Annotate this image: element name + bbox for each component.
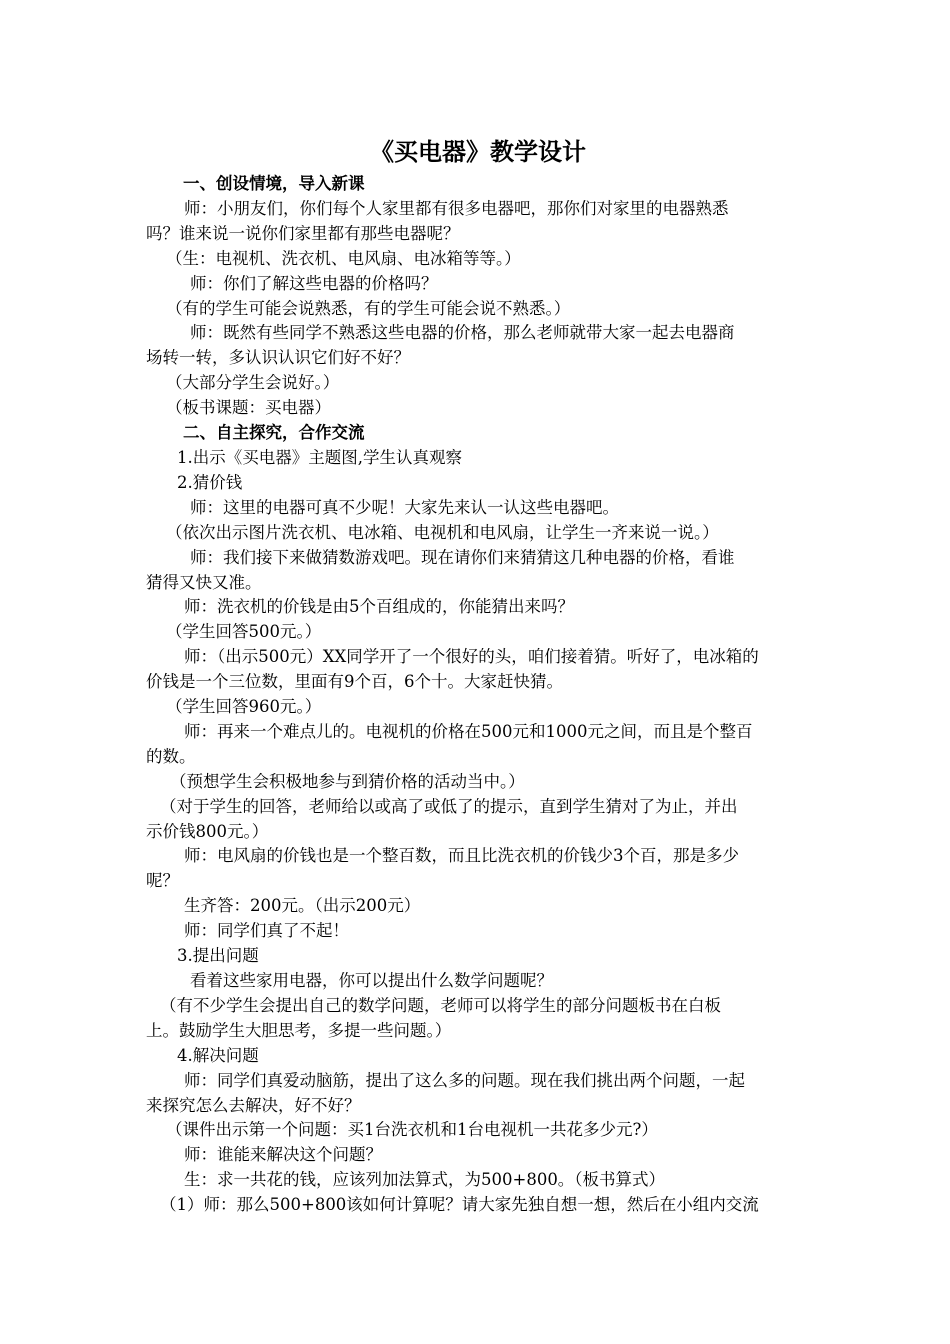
text-line: 师：我们接下来做猜数游戏吧。现在请你们来猜猜这几种电器的价格，看谁: [190, 547, 735, 567]
text-line: 师：洗衣机的价钱是由5个百组成的，你能猜出来吗？: [184, 597, 574, 617]
text-line: （有的学生可能会说熟悉，有的学生可能会说不熟悉。）: [166, 298, 571, 318]
text-line: 示价钱800元。）: [146, 821, 269, 841]
text-line: 师：小朋友们，你们每个人家里都有很多电器吧，那你们对家里的电器熟悉: [184, 198, 729, 218]
text-line: 2.猜价钱: [177, 472, 243, 492]
text-line: 师：同学们真爱动脑筋，提出了这么多的问题。现在我们挑出两个问题，一起: [184, 1070, 745, 1090]
text-line: （学生回答960元。）: [166, 697, 322, 717]
text-line: 猜得又快又准。: [146, 572, 262, 592]
text-line: （学生回答500元。）: [166, 622, 322, 642]
text-line: （1）师：那么500+800该如何计算呢？请大家先独自想一想，然后在小组内交流: [160, 1195, 759, 1215]
text-line: 师：电风扇的价钱也是一个整百数，而且比洗衣机的价钱少3个百，那是多少: [184, 846, 739, 866]
text-line: （有不少学生会提出自己的数学问题，老师可以将学生的部分问题板书在白板: [160, 995, 721, 1015]
document-page: [146, 136, 810, 1218]
text-line: 1.出示《买电器》主题图,学生认真观察: [177, 447, 462, 467]
text-line: （生：电视机、洗衣机、电风扇、电冰箱等等。）: [166, 248, 521, 268]
text-line: 看着这些家用电器，你可以提出什么数学问题呢？: [190, 971, 553, 990]
section-heading: 一、创设情境，导入新课: [183, 174, 365, 193]
text-line: 的数。: [146, 746, 196, 766]
text-line: （板书课题：买电器）: [166, 398, 331, 418]
text-line: 师：（出示500元）XX同学开了一个很好的头，咱们接着猜。听好了，电冰箱的: [184, 647, 759, 667]
text-line: 生齐答：200元。（出示200元）: [184, 896, 421, 916]
section-heading: 二、自主探究，合作交流: [183, 423, 365, 443]
document-title: 《买电器》教学设计: [370, 137, 586, 166]
text-line: 价钱是一个三位数，里面有9个百，6个十。大家赶快猜。: [146, 672, 563, 692]
text-line: 师：既然有些同学不熟悉这些电器的价格，那么老师就带大家一起去电器商: [190, 323, 735, 343]
text-line: 师：同学们真了不起！: [184, 921, 349, 941]
text-line: （课件出示第一个问题：买1台洗衣机和1台电视机一共花多少元?）: [166, 1120, 658, 1140]
text-line: （预想学生会积极地参与到猜价格的活动当中。）: [170, 771, 525, 791]
text-line: （大部分学生会说好。）: [166, 373, 340, 393]
text-line: 场转一转，多认识认识它们好不好？: [146, 348, 410, 368]
text-line: （对于学生的回答，老师给以或高了或低了的提示，直到学生猜对了为止，并出: [160, 796, 738, 816]
document-body: [146, 172, 810, 1218]
text-line: 师：再来一个难点儿的。电视机的价格在500元和1000元之间，而且是个整百: [184, 721, 753, 741]
text-line: 4.解决问题: [177, 1045, 259, 1065]
text-line: 吗？谁来说一说你们家里都有那些电器呢？: [146, 223, 460, 243]
text-line: 生：求一共花的钱，应该列加法算式，为500+800。（板书算式）: [184, 1170, 666, 1190]
text-line: 师：你们了解这些电器的价格吗？: [190, 273, 438, 293]
text-line: 师：这里的电器可真不少呢！大家先来认一认这些电器吧。: [190, 497, 619, 517]
text-line: （依次出示图片洗衣机、电冰箱、电视机和电风扇，让学生一齐来说一说。）: [166, 522, 719, 542]
text-line: 师：谁能来解决这个问题？: [184, 1145, 382, 1165]
text-line: 来探究怎么去解决，好不好？: [146, 1095, 361, 1115]
text-line: 上。鼓励学生大胆思考，多提一些问题。）: [146, 1020, 452, 1040]
text-line: 呢？: [146, 871, 179, 891]
text-line: 3.提出问题: [177, 946, 259, 966]
